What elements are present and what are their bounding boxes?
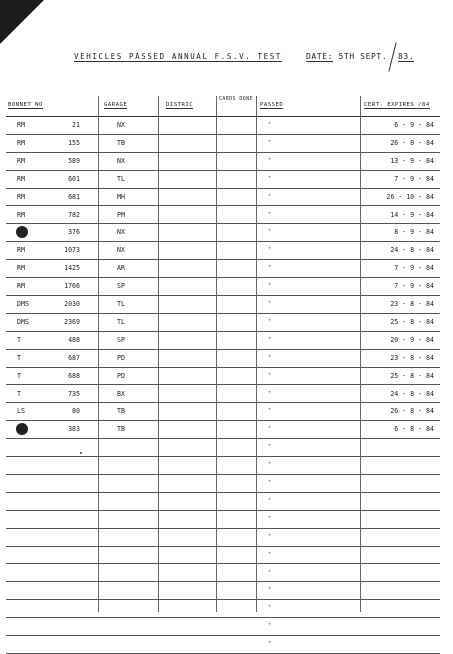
table-row xyxy=(6,259,440,278)
header-cards-done: CARDS DONE xyxy=(219,97,253,102)
passed-mark: " xyxy=(268,247,272,254)
passed-mark: " xyxy=(268,390,272,397)
garage-code: TB xyxy=(117,138,125,147)
table-row xyxy=(6,241,440,260)
bonnet-number: 1425 xyxy=(64,264,80,273)
expiry-date: 24 - 8 - 84 xyxy=(390,246,434,255)
passed-mark: " xyxy=(268,623,272,630)
expiry-date: 7 - 9 - 84 xyxy=(394,282,434,291)
passed-mark: " xyxy=(268,462,272,469)
expiry-date: 20 - 9 - 84 xyxy=(390,335,434,344)
passed-mark: " xyxy=(268,301,272,307)
bonnet-prefix: T xyxy=(17,371,21,380)
expiry-date: 25 - 8 - 84 xyxy=(390,371,434,380)
bonnet-number: 80 xyxy=(72,407,80,416)
folded-corner xyxy=(0,0,44,44)
bonnet-number: 601 xyxy=(68,174,80,183)
garage-code: TB xyxy=(117,425,125,434)
bonnet-number: 1766 xyxy=(64,282,80,291)
expiry-date: 7 - 9 - 84 xyxy=(394,174,434,183)
expiry-date: 13 - 9 - 84 xyxy=(390,156,434,165)
table-row xyxy=(6,206,440,225)
garage-code: BX xyxy=(117,389,125,398)
table-row xyxy=(6,277,440,296)
garage-code: NX xyxy=(117,156,125,165)
blank-row xyxy=(6,564,440,583)
garage-code: AR xyxy=(117,264,125,273)
expiry-date: 7 - 9 - 84 xyxy=(394,264,434,273)
garage-code: SP xyxy=(117,282,125,291)
table-row xyxy=(6,385,440,404)
expiry-date: 14 - 9 - 84 xyxy=(390,210,434,219)
passed-mark: " xyxy=(268,354,272,361)
passed-mark: " xyxy=(268,533,272,540)
date-line xyxy=(306,52,387,61)
date-year: 83. xyxy=(398,52,415,61)
vehicle-table xyxy=(6,96,440,648)
garage-code: MH xyxy=(117,192,125,201)
blank-row xyxy=(6,599,440,618)
expiry-date: 26 - 8 - 84 xyxy=(390,138,434,147)
table-row xyxy=(6,295,440,314)
table-row xyxy=(6,420,440,439)
bonnet-prefix: RM xyxy=(17,192,25,201)
passed-mark: " xyxy=(268,641,272,648)
blank-row xyxy=(6,510,440,529)
table-row xyxy=(6,223,440,242)
bonnet-number: 2030 xyxy=(64,300,80,308)
bonnet-prefix: RM xyxy=(17,264,25,273)
passed-mark: " xyxy=(268,122,272,128)
bonnet-prefix: RM xyxy=(17,138,25,147)
table-row xyxy=(6,402,440,421)
passed-mark: " xyxy=(268,605,272,612)
page-title: VEHICLES PASSED ANNUAL F.S.V. TEST xyxy=(74,52,282,61)
passed-mark: " xyxy=(268,139,272,146)
bonnet-prefix: RM xyxy=(17,174,25,183)
bonnet-prefix: DMS xyxy=(17,300,29,308)
bonnet-prefix: RM xyxy=(17,246,25,255)
ink-blot xyxy=(16,226,28,238)
bonnet-number: 155 xyxy=(68,138,80,147)
passed-mark: " xyxy=(268,175,272,182)
passed-mark: " xyxy=(268,426,272,433)
table-row xyxy=(6,116,440,135)
table-row xyxy=(6,331,440,350)
header-district: DISTRIC xyxy=(166,102,194,108)
blank-row xyxy=(6,456,440,475)
bonnet-number: 687 xyxy=(68,353,80,362)
bonnet-prefix: T xyxy=(17,389,21,398)
table-row xyxy=(6,349,440,368)
expiry-date: 6 - 9 - 84 xyxy=(394,121,434,129)
garage-code: TL xyxy=(117,317,125,326)
passed-mark: " xyxy=(268,193,272,200)
bonnet-number: 1073 xyxy=(64,246,80,255)
bonnet-number: 688 xyxy=(68,371,80,380)
expiry-date: 24 - 8 - 84 xyxy=(390,389,434,398)
bonnet-prefix: RM xyxy=(17,156,25,165)
blank-row xyxy=(6,528,440,547)
bonnet-number: 735 xyxy=(68,389,80,398)
date-value: 5TH SEPT. xyxy=(338,52,388,61)
bonnet-prefix: RM xyxy=(17,121,25,129)
expiry-date: 26 - 10 - 84 xyxy=(386,192,434,201)
bonnet-number: 488 xyxy=(68,335,80,344)
garage-code: NX xyxy=(117,246,125,255)
blank-row xyxy=(6,546,440,565)
bonnet-number: 782 xyxy=(68,210,80,219)
table-row xyxy=(6,152,440,171)
passed-mark: " xyxy=(268,229,272,236)
bonnet-number: 21 xyxy=(72,121,80,129)
bonnet-prefix: T xyxy=(17,353,21,362)
bonnet-number: 589 xyxy=(68,156,80,165)
date-label: DATE: xyxy=(306,52,334,61)
table-row xyxy=(6,188,440,207)
passed-mark: " xyxy=(268,497,272,504)
table-row xyxy=(6,313,440,332)
blank-row xyxy=(6,474,440,493)
bonnet-number: 376 xyxy=(68,228,80,237)
expiry-date: 8 - 9 - 84 xyxy=(394,228,434,237)
passed-mark: " xyxy=(268,157,272,164)
garage-code: SP xyxy=(117,335,125,344)
expiry-date: 23 - 8 - 84 xyxy=(390,300,434,308)
garage-code: TL xyxy=(117,174,125,183)
garage-code: TL xyxy=(117,300,125,308)
garage-code: PD xyxy=(117,371,125,380)
table-header xyxy=(6,96,440,117)
expiry-date: 25 - 8 - 84 xyxy=(390,317,434,326)
blank-row xyxy=(6,438,440,457)
bonnet-prefix: LS xyxy=(17,407,25,416)
blank-row xyxy=(6,617,440,636)
passed-mark: " xyxy=(268,444,272,451)
expiry-date: 23 - 8 - 84 xyxy=(390,353,434,362)
passed-mark: " xyxy=(268,283,272,290)
bonnet-prefix: T xyxy=(17,335,21,344)
garage-code: NX xyxy=(117,121,125,129)
table-row xyxy=(6,134,440,153)
ink-blot xyxy=(16,423,28,435)
table-row xyxy=(6,367,440,386)
passed-mark: " xyxy=(268,372,272,379)
passed-mark: " xyxy=(268,515,272,522)
passed-mark: " xyxy=(268,336,272,343)
bonnet-prefix: RM xyxy=(17,282,25,291)
passed-mark: " xyxy=(268,211,272,218)
header-expiry: CERT. EXPIRES /84 xyxy=(364,102,430,108)
header-garage: GARAGE xyxy=(104,102,128,108)
blank-row xyxy=(6,635,440,654)
header-bonnet: BONNET NO xyxy=(8,102,43,108)
bonnet-prefix: RM xyxy=(17,210,25,219)
garage-code: NX xyxy=(117,228,125,237)
expiry-date: 26 - 8 - 84 xyxy=(390,407,434,416)
garage-code: PD xyxy=(117,353,125,362)
passed-mark: " xyxy=(268,587,272,594)
passed-mark: " xyxy=(268,318,272,325)
blank-row xyxy=(6,492,440,511)
stray-mark xyxy=(80,452,82,454)
passed-mark: " xyxy=(268,569,272,576)
header-passed: PASSED xyxy=(260,102,284,108)
table-row xyxy=(6,170,440,189)
bonnet-number: 383 xyxy=(68,425,80,434)
bonnet-number: 681 xyxy=(68,192,80,201)
passed-mark: " xyxy=(268,551,272,558)
passed-mark: " xyxy=(268,480,272,486)
passed-mark: " xyxy=(268,408,272,415)
garage-code: PM xyxy=(117,210,125,219)
bonnet-number: 2369 xyxy=(64,317,80,326)
blank-row xyxy=(6,581,440,600)
expiry-date: 6 - 8 - 84 xyxy=(394,425,434,434)
passed-mark: " xyxy=(268,265,272,272)
date-slash xyxy=(388,42,396,71)
bonnet-prefix: DMS xyxy=(17,317,29,326)
garage-code: TB xyxy=(117,407,125,416)
